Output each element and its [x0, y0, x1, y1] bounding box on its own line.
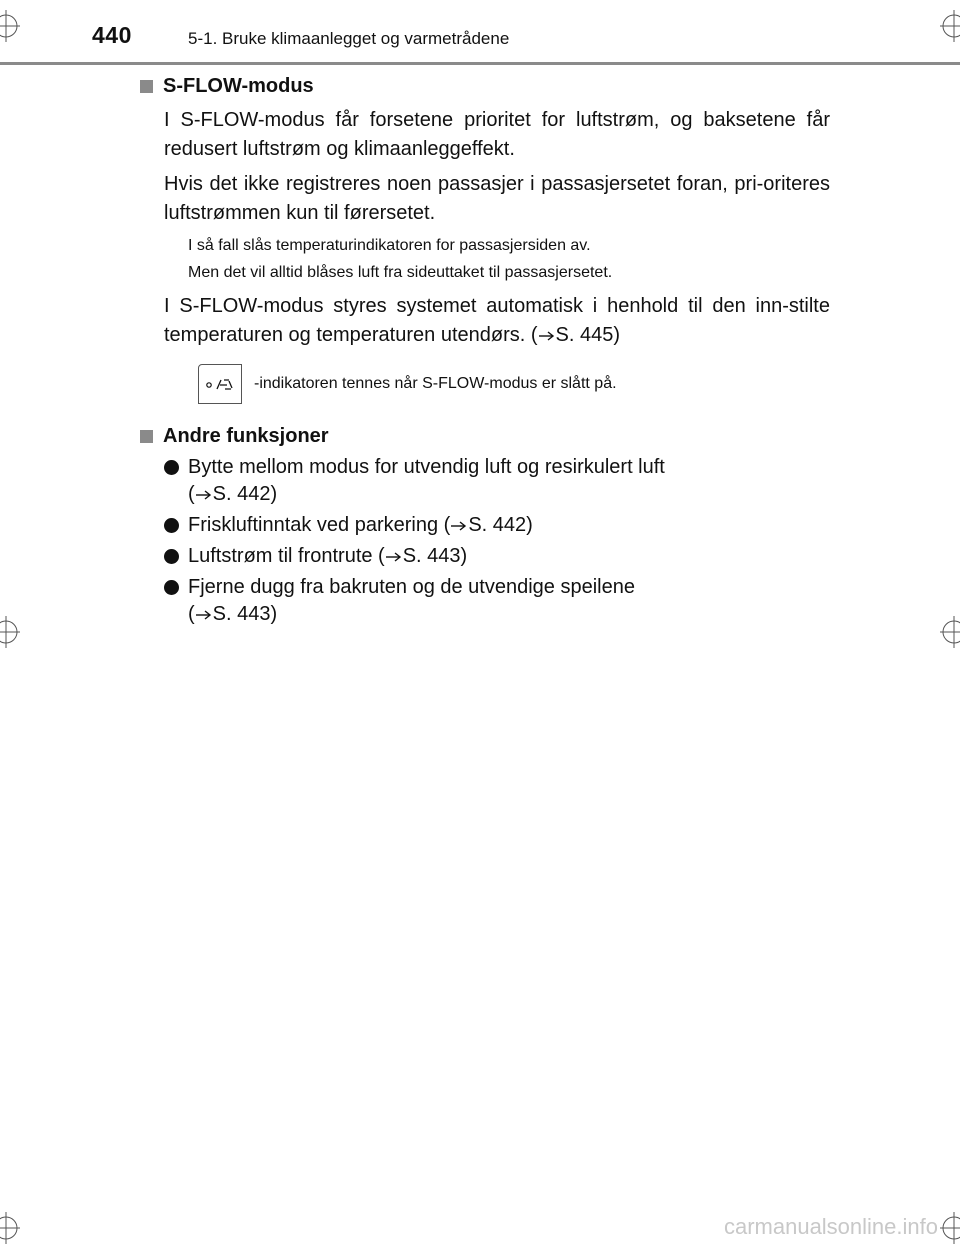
bullet-icon: [164, 580, 179, 595]
list-item: [164, 454, 830, 508]
section-heading-other: [140, 422, 830, 450]
page-reference-arrow-icon: [385, 551, 403, 563]
bullet-icon: [164, 460, 179, 475]
section-marker-icon: [140, 80, 153, 93]
page-number: 440: [92, 22, 132, 48]
list-item-label: Friskluftinntak ved parkering: [188, 514, 439, 536]
list-item-text: Luftstrøm til frontrute ( S. 443): [188, 545, 468, 567]
paragraph: Hvis det ikke registreres noen passasjer i passasjersetet foran, pri-oriteres luftstrømmen kun til førersetet.: [164, 173, 830, 224]
crop-mark-mid-left: [0, 612, 40, 652]
list-item: [164, 574, 830, 628]
s-flow-indicator-icon: [198, 364, 242, 404]
paragraph: I S-FLOW-modus får forsetene prioritet for luftstrøm, og baksetene får redusert luftstrøm og klimaanleggeffekt.: [164, 109, 830, 160]
list-item-text: Bytte mellom modus for utvendig luft og resirkulert luft ( S. 442): [188, 456, 665, 505]
note-text: I så fall slås temperaturindikatoren for passasjersiden av.: [188, 237, 591, 254]
section-heading-text: Andre funksjoner: [163, 425, 329, 447]
note-text: Men det vil alltid blåses luft fra sideuttaket til passasjersetet.: [188, 264, 613, 281]
list-item-text: Fjerne dugg fra bakruten og de utvendige speilene ( S. 443): [188, 576, 635, 625]
bullet-icon: [164, 549, 179, 564]
page-reference-link[interactable]: S. 442: [212, 483, 271, 505]
paragraph-text: I S-FLOW-modus styres systemet automatisk i henhold til den inn-stilte temperaturen og temperaturen utendørs. (: [164, 295, 830, 346]
indicator-description: -indikatoren tennes når S-FLOW-modus er slått på.: [254, 375, 617, 392]
header-rule: [0, 62, 960, 65]
page-reference-arrow-icon: [538, 330, 556, 342]
crop-mark-bottom-left: [0, 1204, 40, 1244]
list-item: [164, 543, 830, 570]
paragraph: [164, 292, 830, 350]
list-item-label: Bytte mellom modus for utvendig luft og resirkulert luft: [188, 456, 665, 478]
watermark: carmanualsonline.info: [723, 1214, 938, 1239]
crop-mark-top-right: [920, 0, 960, 50]
paragraph-text: ): [613, 324, 621, 346]
main-content: [140, 72, 830, 628]
page-reference-arrow-icon: [195, 489, 213, 501]
feature-list: [164, 454, 830, 628]
page-reference-link[interactable]: S. 443: [402, 545, 461, 567]
chapter-title: 5-1. Bruke klimaanlegget og varmetrådene: [188, 29, 510, 48]
page-reference-link[interactable]: S. 442: [468, 514, 527, 536]
page-reference-arrow-icon: [195, 609, 213, 621]
indicator-note: [198, 364, 830, 404]
page-reference-link[interactable]: S. 443: [212, 603, 271, 625]
list-item-label: Luftstrøm til frontrute: [188, 545, 373, 567]
list-item: [164, 512, 830, 539]
section-heading-sflow: [140, 72, 830, 100]
page-reference-link[interactable]: S. 445: [555, 324, 614, 346]
crop-mark-mid-right: [920, 612, 960, 652]
bullet-icon: [164, 518, 179, 533]
list-item-label: Fjerne dugg fra bakruten og de utvendige speilene: [188, 576, 635, 598]
section-heading-text: S-FLOW-modus: [163, 75, 314, 97]
page-reference-arrow-icon: [450, 520, 468, 532]
list-item-text: Friskluftinntak ved parkering ( S. 442): [188, 514, 533, 536]
crop-mark-top-left: [0, 0, 40, 50]
section-marker-icon: [140, 430, 153, 443]
